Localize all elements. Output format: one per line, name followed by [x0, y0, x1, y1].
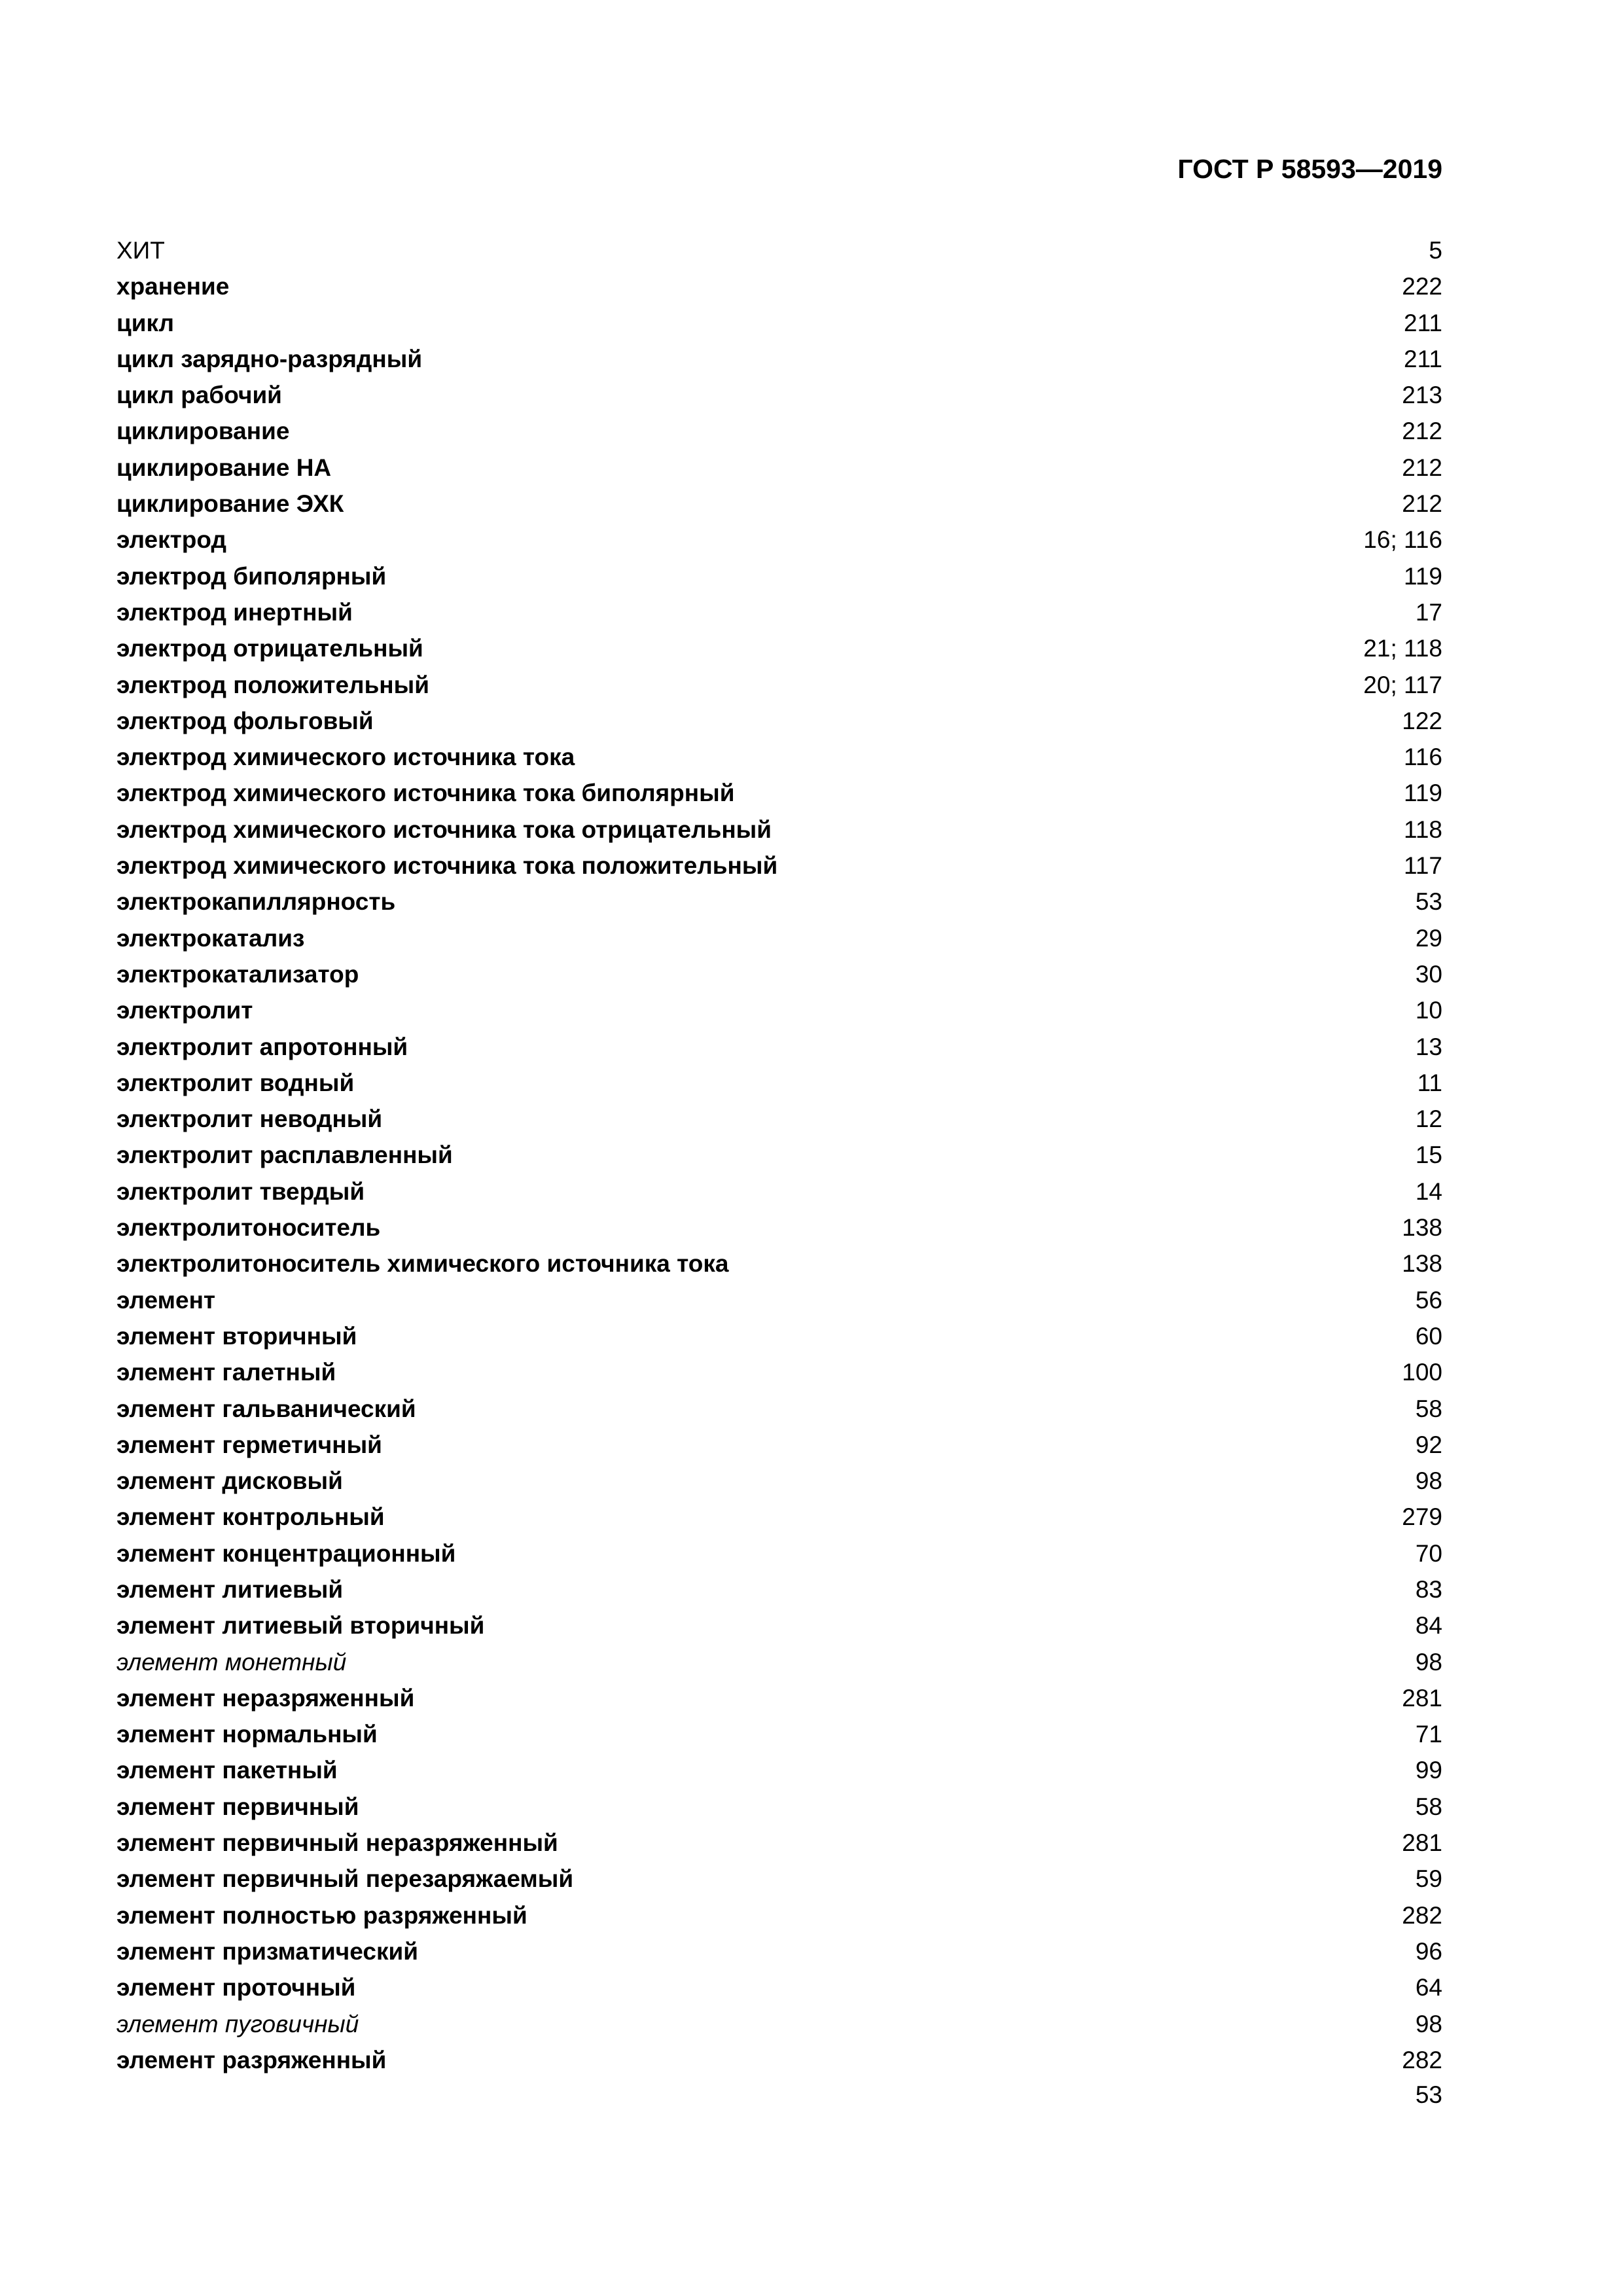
index-term: ХИТ	[116, 237, 165, 264]
index-term: электрод химического источника тока положительный	[116, 852, 778, 880]
index-entry-row	[116, 812, 1442, 848]
index-term: циклирование НА	[116, 454, 332, 481]
index-reference: 20; 117	[1363, 671, 1442, 698]
index-term: электрод биполярный	[116, 562, 387, 590]
index-reference: 138	[1402, 1250, 1442, 1278]
index-entry-row	[116, 1825, 1442, 1861]
index-reference: 222	[1402, 273, 1442, 300]
index-reference: 116	[1404, 744, 1442, 771]
index-reference: 29	[1415, 924, 1442, 952]
index-term: электрод химического источника тока отрицательный	[116, 816, 772, 843]
index-entry-row	[116, 522, 1442, 558]
index-term: электрод отрицательный	[116, 635, 423, 662]
index-entry-row	[116, 1282, 1442, 1318]
index-term: элемент	[116, 1286, 216, 1314]
index-reference: 100	[1402, 1359, 1442, 1386]
index-entry-row	[116, 1861, 1442, 1897]
index-reference: 99	[1415, 1757, 1442, 1784]
index-entry-row	[116, 1969, 1442, 2005]
index-term: электролит апротонный	[116, 1033, 408, 1060]
index-reference: 58	[1415, 1793, 1442, 1820]
index-term: элемент пакетный	[116, 1757, 338, 1784]
index-term: элемент монетный	[116, 1648, 347, 1676]
index-entry-row	[116, 1029, 1442, 1065]
page-number: 53	[1415, 2081, 1442, 2108]
index-entry-row	[116, 1752, 1442, 1788]
index-reference: 70	[1415, 1539, 1442, 1567]
index-term: элемент нормальный	[116, 1721, 378, 1748]
index-term: циклирование ЭХК	[116, 490, 344, 518]
index-reference: 71	[1415, 1721, 1442, 1748]
index-reference: 138	[1402, 1214, 1442, 1242]
index-reference: 17	[1415, 598, 1442, 626]
index-reference: 5	[1429, 237, 1442, 264]
index-term: электролит неводный	[116, 1105, 383, 1133]
index-entry-row	[116, 558, 1442, 594]
index-term: электрод положительный	[116, 671, 430, 698]
index-reference: 21; 118	[1363, 635, 1442, 662]
index-entry-row	[116, 884, 1442, 920]
index-term: элемент разряженный	[116, 2046, 387, 2073]
index-entry-row	[116, 920, 1442, 956]
index-entry-row	[116, 667, 1442, 703]
index-reference: 122	[1402, 707, 1442, 734]
index-reference: 98	[1415, 1648, 1442, 1676]
index-reference: 13	[1415, 1033, 1442, 1060]
index-reference: 59	[1415, 1865, 1442, 1893]
index-reference: 15	[1415, 1141, 1442, 1169]
index-reference: 96	[1415, 1937, 1442, 1965]
index-term: элемент полностью разряженный	[116, 1901, 527, 1929]
index-entry-row	[116, 1933, 1442, 1969]
index-term: элемент гальванический	[116, 1395, 416, 1422]
index-entry-row	[116, 1318, 1442, 1354]
index-reference: 119	[1404, 780, 1442, 807]
index-reference: 56	[1415, 1286, 1442, 1314]
index-term: элемент первичный перезаряжаемый	[116, 1865, 574, 1893]
index-entry-row	[116, 450, 1442, 486]
index-entry-row	[116, 1789, 1442, 1825]
index-reference: 212	[1402, 454, 1442, 481]
index-entry-row	[116, 956, 1442, 992]
index-reference: 98	[1415, 1467, 1442, 1495]
index-reference: 64	[1415, 1974, 1442, 2001]
index-term: элемент неразряженный	[116, 1684, 415, 1712]
index-term: электрод инертный	[116, 598, 353, 626]
index-entry-row	[116, 630, 1442, 666]
index-entry-row	[116, 1354, 1442, 1390]
index-term: элемент герметичный	[116, 1431, 382, 1458]
index-reference: 12	[1415, 1105, 1442, 1133]
index-term: электрокапиллярность	[116, 888, 396, 916]
index-reference: 281	[1402, 1829, 1442, 1857]
index-entry-row	[116, 1065, 1442, 1101]
index-term: элемент вторичный	[116, 1322, 357, 1350]
index-entry-row	[116, 1463, 1442, 1499]
index-reference: 282	[1402, 2046, 1442, 2073]
index-entry-row	[116, 413, 1442, 449]
index-entry-row	[116, 1897, 1442, 1933]
index-entry-row	[116, 377, 1442, 413]
index-entry-row	[116, 1571, 1442, 1607]
index-term: электрокатализ	[116, 924, 305, 952]
index-entry-row	[116, 1101, 1442, 1137]
index-term: элемент галетный	[116, 1359, 336, 1386]
index-term: элемент концентрационный	[116, 1539, 456, 1567]
index-term: элемент литиевый вторичный	[116, 1612, 485, 1640]
index-term: хранение	[116, 273, 230, 300]
index-entry-row	[116, 341, 1442, 377]
index-reference: 211	[1404, 309, 1442, 336]
index-reference: 58	[1415, 1395, 1442, 1422]
index-term: электрод фольговый	[116, 707, 374, 734]
index-entry-row	[116, 1210, 1442, 1246]
index-term: электролит водный	[116, 1069, 355, 1096]
index-term: электрод	[116, 526, 226, 554]
index-term: электролитоноситель	[116, 1214, 381, 1242]
index-reference: 10	[1415, 997, 1442, 1024]
index-term: цикл рабочий	[116, 382, 282, 409]
index-reference: 279	[1402, 1503, 1442, 1531]
index-term: электролитоноситель химического источника тока	[116, 1250, 729, 1278]
index-entry-row	[116, 739, 1442, 775]
index-entries-list	[116, 232, 1442, 2078]
index-term: элемент дисковый	[116, 1467, 343, 1495]
index-entry-row	[116, 1246, 1442, 1282]
index-term: электрокатализатор	[116, 960, 359, 988]
index-entry-row	[116, 2042, 1442, 2078]
index-reference: 212	[1402, 490, 1442, 518]
index-entry-row	[116, 486, 1442, 522]
index-entry-row	[116, 1499, 1442, 1535]
index-entry-row	[116, 1535, 1442, 1571]
index-entry-row	[116, 1716, 1442, 1752]
index-entry-row	[116, 1174, 1442, 1210]
index-reference: 53	[1415, 888, 1442, 916]
index-entry-row	[116, 992, 1442, 1028]
index-reference: 16; 116	[1363, 526, 1442, 554]
index-term: элемент призматический	[116, 1937, 418, 1965]
index-reference: 14	[1415, 1177, 1442, 1205]
index-entry-row	[116, 305, 1442, 341]
index-reference: 117	[1404, 852, 1442, 880]
index-entry-row	[116, 1680, 1442, 1716]
index-entry-row	[116, 848, 1442, 884]
index-reference: 83	[1415, 1575, 1442, 1603]
index-term: элемент контрольный	[116, 1503, 385, 1531]
index-reference: 211	[1404, 345, 1442, 372]
index-reference: 92	[1415, 1431, 1442, 1458]
index-term: электрод химического источника тока биполярный	[116, 780, 735, 807]
index-entry-row	[116, 1391, 1442, 1427]
index-reference: 212	[1402, 418, 1442, 445]
index-entry-row	[116, 1137, 1442, 1173]
index-entry-row	[116, 232, 1442, 268]
index-term: цикл зарядно-разрядный	[116, 345, 423, 372]
index-reference: 98	[1415, 2010, 1442, 2037]
index-term: электролит	[116, 997, 253, 1024]
index-entry-row	[116, 1644, 1442, 1680]
index-term: элемент первичный неразряженный	[116, 1829, 558, 1857]
index-entry-row	[116, 1607, 1442, 1643]
index-reference: 119	[1404, 562, 1442, 590]
index-reference: 11	[1417, 1069, 1442, 1096]
index-reference: 282	[1402, 1901, 1442, 1929]
index-entry-row	[116, 594, 1442, 630]
index-reference: 30	[1415, 960, 1442, 988]
index-entry-row	[116, 703, 1442, 739]
document-code-header: ГОСТ Р 58593—2019	[1177, 154, 1442, 184]
index-term: элемент пуговичный	[116, 2010, 359, 2037]
index-term: элемент первичный	[116, 1793, 359, 1820]
index-term: электрод химического источника тока	[116, 744, 575, 771]
index-term: элемент литиевый	[116, 1575, 344, 1603]
index-term: электролит расплавленный	[116, 1141, 453, 1169]
index-entry-row	[116, 775, 1442, 811]
index-reference: 213	[1402, 382, 1442, 409]
index-entry-row	[116, 2006, 1442, 2042]
index-reference: 60	[1415, 1322, 1442, 1350]
index-term: электролит твердый	[116, 1177, 365, 1205]
index-reference: 84	[1415, 1612, 1442, 1640]
index-term: элемент проточный	[116, 1974, 356, 2001]
index-term: циклирование	[116, 418, 290, 445]
index-reference: 118	[1404, 816, 1442, 843]
index-entry-row	[116, 1427, 1442, 1463]
index-entry-row	[116, 268, 1442, 304]
index-term: цикл	[116, 309, 174, 336]
index-reference: 281	[1402, 1684, 1442, 1712]
